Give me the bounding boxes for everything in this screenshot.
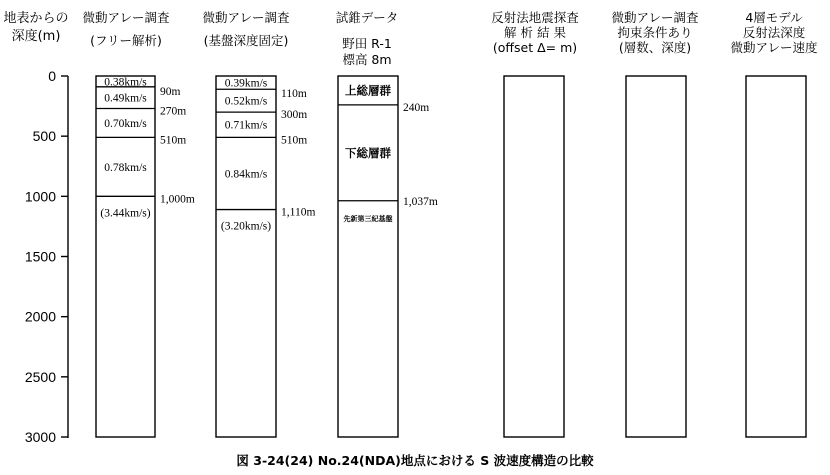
- y-tick-label: 500: [32, 128, 56, 145]
- y-tick-label: 0: [48, 68, 56, 84]
- y-tick-label: 2000: [24, 308, 56, 325]
- column-header-6-line1: 4層モデル: [745, 10, 803, 25]
- columns-area: [96, 76, 806, 437]
- column-header-2-line2: (基盤深度固定): [203, 33, 289, 48]
- layer-velocity: 0.52km/s: [224, 95, 268, 108]
- column-header-3-line1: 試錐データ: [335, 10, 399, 25]
- column-header-3: [336, 10, 399, 67]
- column-header-4: [491, 10, 579, 55]
- column-header-3-line3: 標高 8m: [342, 52, 392, 67]
- column-5: [626, 76, 686, 437]
- column-frame: [746, 76, 806, 437]
- column-header-2-line1: 微動アレー調査: [202, 10, 290, 25]
- column-1: [96, 76, 195, 437]
- column-frame: [338, 76, 398, 437]
- layer-velocity: 0.84km/s: [224, 168, 268, 181]
- layer-velocity: (3.44km/s): [100, 207, 151, 220]
- column-header-4-line2: 解 析 結 果: [504, 25, 566, 40]
- y-axis: [25, 68, 68, 445]
- y-axis-label-line1: 地表からの: [3, 11, 69, 26]
- layer-velocity: (3.20km/s): [220, 220, 272, 233]
- column-header-4-line1: 反射法地震探査: [491, 10, 579, 25]
- column-header-5-line3: (層数、深度): [618, 40, 692, 55]
- column-header-5-line1: 微動アレー調査: [611, 10, 699, 25]
- y-axis-label-line2: 深度(m): [11, 29, 61, 44]
- layer-depth-label: 1,110m: [281, 206, 316, 219]
- column-frame: [626, 76, 686, 437]
- layer-depth-label: 510m: [160, 134, 187, 147]
- figure-caption: 図 3-24(24) No.24(NDA)地点における S 波速度構造の比較: [236, 453, 594, 468]
- layer-depth-label: 1,037m: [403, 195, 438, 208]
- column-header-1: [82, 10, 169, 48]
- layer-depth-label: 510m: [281, 134, 308, 147]
- column-header-5-line2: 拘束条件あり: [617, 25, 693, 40]
- y-tick-label: 2500: [24, 368, 56, 385]
- formation-label: 先新第三紀基盤: [343, 214, 393, 223]
- column-header-6: [730, 10, 818, 55]
- layer-depth-label: 90m: [160, 85, 181, 98]
- formation-label: 上総層群: [345, 83, 391, 98]
- y-tick-label: 1000: [24, 188, 56, 205]
- layer-depth-label: 240m: [403, 101, 430, 114]
- layer-velocity: 0.78km/s: [104, 161, 147, 174]
- layer-velocity: 0.71km/s: [224, 119, 268, 132]
- column-header-4-line3: (offset Δ= m): [492, 40, 578, 55]
- layer-depth-label: 300m: [281, 109, 308, 122]
- layer-velocity: 0.39km/s: [224, 77, 268, 90]
- y-tick-label: 3000: [24, 429, 56, 445]
- column-header-1-line1: 微動アレー調査: [82, 10, 170, 25]
- column-header-5: [611, 10, 698, 55]
- column-header-3-line2: 野田 R-1: [342, 36, 392, 51]
- y-axis-ticks: [25, 68, 68, 445]
- column-2: [216, 76, 315, 437]
- layer-depth-label: 110m: [281, 88, 307, 101]
- y-tick-label: 1500: [24, 248, 56, 265]
- layer-depth-label: 270m: [160, 105, 187, 118]
- column-frame: [96, 76, 155, 437]
- column-4: [504, 76, 564, 437]
- column-header-1-line2: (フリー解析): [90, 33, 162, 48]
- layer-velocity: 0.38km/s: [104, 76, 147, 89]
- layer-velocity: 0.49km/s: [104, 92, 147, 105]
- column-6: [746, 76, 806, 437]
- column-header-6-line3: 微動アレー速度: [730, 40, 818, 55]
- column-frame: [504, 76, 564, 437]
- column-header-6-line2: 反射法深度: [742, 25, 806, 40]
- layer-depth-label: 1,000m: [160, 193, 195, 206]
- layer-velocity: 0.70km/s: [104, 117, 147, 130]
- formation-label: 下総層群: [345, 145, 391, 160]
- column-3: [338, 76, 438, 437]
- column-header-2: [202, 10, 289, 48]
